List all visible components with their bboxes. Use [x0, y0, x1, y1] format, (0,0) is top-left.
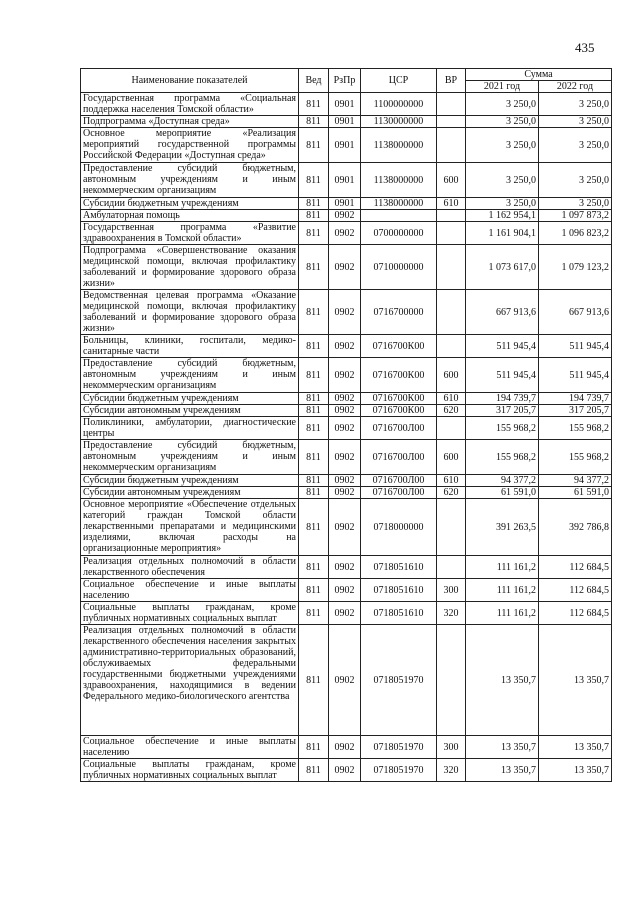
- cell-s2022: 392 786,8: [539, 499, 612, 556]
- table-row: [81, 128, 612, 163]
- table-row: [81, 625, 612, 736]
- cell-csr: 0716700К00: [361, 405, 437, 417]
- cell-name: Социальные выплаты гражданам, кроме публичных нормативных социальных выплат: [81, 602, 299, 625]
- table-row: [81, 736, 612, 759]
- cell-s2022: 155 968,2: [539, 417, 612, 440]
- cell-vr: [437, 335, 466, 358]
- cell-csr: 0716700К00: [361, 335, 437, 358]
- cell-s2021: 317 205,7: [466, 405, 539, 417]
- cell-s2021: 61 591,0: [466, 487, 539, 499]
- cell-name: Реализация отдельных полномочий в области лекарственного обеспечения населения закрытых административно-территориальных образований, обслуживаемых федеральными государственными бюджетными учреждениями здравоохранения, находящимися в ведении Федерального медико-биологического агентства: [81, 625, 299, 736]
- cell-vr: [437, 245, 466, 290]
- cell-s2021: 3 250,0: [466, 116, 539, 128]
- cell-vr: 620: [437, 405, 466, 417]
- table-row: [81, 499, 612, 556]
- header-ved: Вед: [299, 69, 329, 93]
- cell-name: Реализация отдельных полномочий в области лекарственного обеспечения: [81, 556, 299, 579]
- cell-csr: 0718051610: [361, 556, 437, 579]
- cell-s2022: 511 945,4: [539, 335, 612, 358]
- cell-name: Ведомственная целевая программа «Оказание медицинской помощи, включая профилактику заболеваний и формирование здорового образа жизни»: [81, 290, 299, 335]
- cell-ved: 811: [299, 625, 329, 736]
- cell-s2022: 3 250,0: [539, 93, 612, 116]
- cell-rzpr: 0902: [329, 210, 361, 222]
- cell-name: Основное мероприятие «Реализация мероприятий государственной программы Российской Федерации «Доступная среда»: [81, 128, 299, 163]
- cell-vr: 320: [437, 759, 466, 782]
- cell-csr: 0718051610: [361, 602, 437, 625]
- cell-s2021: 155 968,2: [466, 440, 539, 475]
- cell-csr: 1138000000: [361, 198, 437, 210]
- table-row: [81, 222, 612, 245]
- cell-name: Субсидии автономным учреждениям: [81, 487, 299, 499]
- cell-rzpr: 0902: [329, 602, 361, 625]
- cell-ved: 811: [299, 358, 329, 393]
- cell-vr: [437, 210, 466, 222]
- cell-ved: 811: [299, 163, 329, 198]
- cell-rzpr: 0901: [329, 198, 361, 210]
- cell-ved: 811: [299, 198, 329, 210]
- cell-s2021: 111 161,2: [466, 579, 539, 602]
- cell-ved: 811: [299, 116, 329, 128]
- table-row: [81, 93, 612, 116]
- cell-ved: 811: [299, 393, 329, 405]
- cell-name: Больницы, клиники, госпитали, медико-санитарные части: [81, 335, 299, 358]
- cell-ved: 811: [299, 290, 329, 335]
- cell-ved: 811: [299, 128, 329, 163]
- cell-name: Субсидии бюджетным учреждениям: [81, 198, 299, 210]
- cell-s2021: 1 161 904,1: [466, 222, 539, 245]
- cell-rzpr: 0902: [329, 358, 361, 393]
- cell-rzpr: 0902: [329, 556, 361, 579]
- cell-csr: [361, 210, 437, 222]
- cell-rzpr: 0901: [329, 163, 361, 198]
- cell-rzpr: 0902: [329, 405, 361, 417]
- cell-rzpr: 0902: [329, 499, 361, 556]
- cell-name: Государственная программа «Развитие здравоохранения в Томской области»: [81, 222, 299, 245]
- cell-s2022: 112 684,5: [539, 579, 612, 602]
- cell-s2022: 511 945,4: [539, 358, 612, 393]
- table-header: [81, 69, 612, 93]
- cell-rzpr: 0902: [329, 290, 361, 335]
- cell-name: Предоставление субсидий бюджетным, автономным учреждениям и иным некоммерческим организациям: [81, 163, 299, 198]
- cell-s2021: 667 913,6: [466, 290, 539, 335]
- table-row: [81, 417, 612, 440]
- cell-rzpr: 0902: [329, 393, 361, 405]
- cell-s2022: 112 684,5: [539, 556, 612, 579]
- cell-s2022: 155 968,2: [539, 440, 612, 475]
- cell-s2022: 94 377,2: [539, 475, 612, 487]
- cell-csr: 0716700Л00: [361, 417, 437, 440]
- cell-s2021: 1 073 617,0: [466, 245, 539, 290]
- cell-csr: 1138000000: [361, 128, 437, 163]
- table-row: [81, 163, 612, 198]
- cell-vr: 300: [437, 736, 466, 759]
- header-name: Наименование показателей: [81, 69, 299, 93]
- cell-s2022: 3 250,0: [539, 163, 612, 198]
- cell-s2021: 94 377,2: [466, 475, 539, 487]
- cell-s2022: 1 096 823,2: [539, 222, 612, 245]
- cell-s2022: 13 350,7: [539, 759, 612, 782]
- cell-rzpr: 0902: [329, 222, 361, 245]
- cell-s2022: 13 350,7: [539, 625, 612, 736]
- cell-ved: 811: [299, 245, 329, 290]
- header-rzpr: РзПр: [329, 69, 361, 93]
- cell-name: Предоставление субсидий бюджетным, автономным учреждениям и иным некоммерческим организациям: [81, 358, 299, 393]
- table-row: [81, 358, 612, 393]
- cell-s2021: 3 250,0: [466, 93, 539, 116]
- cell-s2021: 511 945,4: [466, 335, 539, 358]
- budget-table: [80, 68, 612, 782]
- cell-s2021: 155 968,2: [466, 417, 539, 440]
- cell-name: Субсидии автономным учреждениям: [81, 405, 299, 417]
- cell-vr: 300: [437, 579, 466, 602]
- cell-s2022: 1 097 873,2: [539, 210, 612, 222]
- table-row: [81, 335, 612, 358]
- cell-ved: 811: [299, 335, 329, 358]
- cell-name: Поликлиники, амбулатории, диагностические центры: [81, 417, 299, 440]
- cell-name: Основное мероприятие «Обеспечение отдельных категорий граждан Томской области лекарственными препаратами и медицинскими изделиями, включая расходы на организационные мероприятия»: [81, 499, 299, 556]
- cell-name: Субсидии бюджетным учреждениям: [81, 393, 299, 405]
- cell-name: Предоставление субсидий бюджетным, автономным учреждениям и иным некоммерческим организациям: [81, 440, 299, 475]
- cell-rzpr: 0902: [329, 245, 361, 290]
- cell-vr: 610: [437, 393, 466, 405]
- table-row: [81, 440, 612, 475]
- cell-s2021: 13 350,7: [466, 625, 539, 736]
- cell-csr: 0716700Л00: [361, 440, 437, 475]
- table-row: [81, 556, 612, 579]
- cell-vr: [437, 222, 466, 245]
- cell-s2022: 3 250,0: [539, 198, 612, 210]
- cell-rzpr: 0902: [329, 487, 361, 499]
- table-row: [81, 210, 612, 222]
- cell-s2021: 511 945,4: [466, 358, 539, 393]
- cell-s2021: 13 350,7: [466, 736, 539, 759]
- cell-csr: 0718051970: [361, 736, 437, 759]
- cell-ved: 811: [299, 222, 329, 245]
- cell-csr: 0716700К00: [361, 393, 437, 405]
- cell-s2021: 391 263,5: [466, 499, 539, 556]
- header-sum: Сумма: [466, 69, 612, 81]
- cell-rzpr: 0902: [329, 475, 361, 487]
- cell-s2022: 194 739,7: [539, 393, 612, 405]
- cell-s2021: 3 250,0: [466, 128, 539, 163]
- cell-rzpr: 0902: [329, 417, 361, 440]
- cell-s2021: 13 350,7: [466, 759, 539, 782]
- cell-name: Подпрограмма «Совершенствование оказания медицинской помощи, включая профилактику заболеваний и формирование здорового образа жизни»: [81, 245, 299, 290]
- cell-name: Социальное обеспечение и иные выплаты населению: [81, 736, 299, 759]
- table-row: [81, 579, 612, 602]
- cell-rzpr: 0901: [329, 128, 361, 163]
- cell-vr: [437, 417, 466, 440]
- cell-s2021: 194 739,7: [466, 393, 539, 405]
- cell-csr: 0716700Л00: [361, 475, 437, 487]
- cell-vr: [437, 290, 466, 335]
- cell-rzpr: 0902: [329, 579, 361, 602]
- cell-vr: [437, 116, 466, 128]
- cell-vr: [437, 556, 466, 579]
- cell-name: Субсидии бюджетным учреждениям: [81, 475, 299, 487]
- cell-rzpr: 0902: [329, 440, 361, 475]
- cell-vr: 620: [437, 487, 466, 499]
- cell-s2021: 1 162 954,1: [466, 210, 539, 222]
- cell-csr: 1100000000: [361, 93, 437, 116]
- cell-ved: 811: [299, 440, 329, 475]
- cell-csr: 1138000000: [361, 163, 437, 198]
- cell-csr: 0700000000: [361, 222, 437, 245]
- page-number: 435: [575, 40, 595, 55]
- cell-csr: 0716700000: [361, 290, 437, 335]
- cell-vr: [437, 93, 466, 116]
- cell-rzpr: 0902: [329, 736, 361, 759]
- cell-ved: 811: [299, 499, 329, 556]
- cell-s2022: 3 250,0: [539, 116, 612, 128]
- cell-vr: 610: [437, 198, 466, 210]
- cell-csr: 0718051970: [361, 759, 437, 782]
- cell-csr: 0718000000: [361, 499, 437, 556]
- cell-csr: 0716700Л00: [361, 487, 437, 499]
- table-row: [81, 602, 612, 625]
- cell-vr: 600: [437, 163, 466, 198]
- cell-s2022: 13 350,7: [539, 736, 612, 759]
- table-row: [81, 198, 612, 210]
- cell-vr: [437, 128, 466, 163]
- cell-s2022: 61 591,0: [539, 487, 612, 499]
- cell-vr: 320: [437, 602, 466, 625]
- cell-csr: 0716700К00: [361, 358, 437, 393]
- cell-s2022: 112 684,5: [539, 602, 612, 625]
- table-row: [81, 487, 612, 499]
- cell-ved: 811: [299, 579, 329, 602]
- cell-ved: 811: [299, 602, 329, 625]
- cell-ved: 811: [299, 417, 329, 440]
- header-vr: ВР: [437, 69, 466, 93]
- table-body: [81, 93, 612, 782]
- header-csr: ЦСР: [361, 69, 437, 93]
- cell-s2022: 317 205,7: [539, 405, 612, 417]
- cell-rzpr: 0902: [329, 625, 361, 736]
- cell-rzpr: 0902: [329, 335, 361, 358]
- cell-s2021: 111 161,2: [466, 602, 539, 625]
- table-row: [81, 475, 612, 487]
- cell-name: Социальное обеспечение и иные выплаты населению: [81, 579, 299, 602]
- cell-s2021: 3 250,0: [466, 163, 539, 198]
- table-row: [81, 393, 612, 405]
- cell-ved: 811: [299, 93, 329, 116]
- cell-vr: 600: [437, 440, 466, 475]
- table-row: [81, 245, 612, 290]
- cell-rzpr: 0901: [329, 116, 361, 128]
- cell-ved: 811: [299, 475, 329, 487]
- cell-s2022: 667 913,6: [539, 290, 612, 335]
- table-row: [81, 405, 612, 417]
- cell-ved: 811: [299, 736, 329, 759]
- header-year-2021: 2021 год: [466, 81, 539, 93]
- cell-vr: [437, 499, 466, 556]
- cell-name: Социальные выплаты гражданам, кроме публичных нормативных социальных выплат: [81, 759, 299, 782]
- cell-rzpr: 0902: [329, 759, 361, 782]
- cell-csr: 1130000000: [361, 116, 437, 128]
- cell-rzpr: 0901: [329, 93, 361, 116]
- cell-csr: 0710000000: [361, 245, 437, 290]
- cell-ved: 811: [299, 556, 329, 579]
- table-row: [81, 759, 612, 782]
- cell-ved: 811: [299, 759, 329, 782]
- cell-name: Подпрограмма «Доступная среда»: [81, 116, 299, 128]
- cell-vr: 600: [437, 358, 466, 393]
- cell-vr: 610: [437, 475, 466, 487]
- table-row: [81, 290, 612, 335]
- cell-s2021: 3 250,0: [466, 198, 539, 210]
- cell-vr: [437, 625, 466, 736]
- cell-csr: 0718051610: [361, 579, 437, 602]
- cell-ved: 811: [299, 405, 329, 417]
- cell-s2022: 3 250,0: [539, 128, 612, 163]
- cell-name: Амбулаторная помощь: [81, 210, 299, 222]
- cell-name: Государственная программа «Социальная поддержка населения Томской области»: [81, 93, 299, 116]
- cell-s2022: 1 079 123,2: [539, 245, 612, 290]
- cell-ved: 811: [299, 487, 329, 499]
- cell-csr: 0718051970: [361, 625, 437, 736]
- cell-ved: 811: [299, 210, 329, 222]
- table-row: [81, 116, 612, 128]
- cell-s2021: 111 161,2: [466, 556, 539, 579]
- header-year-2022: 2022 год: [539, 81, 612, 93]
